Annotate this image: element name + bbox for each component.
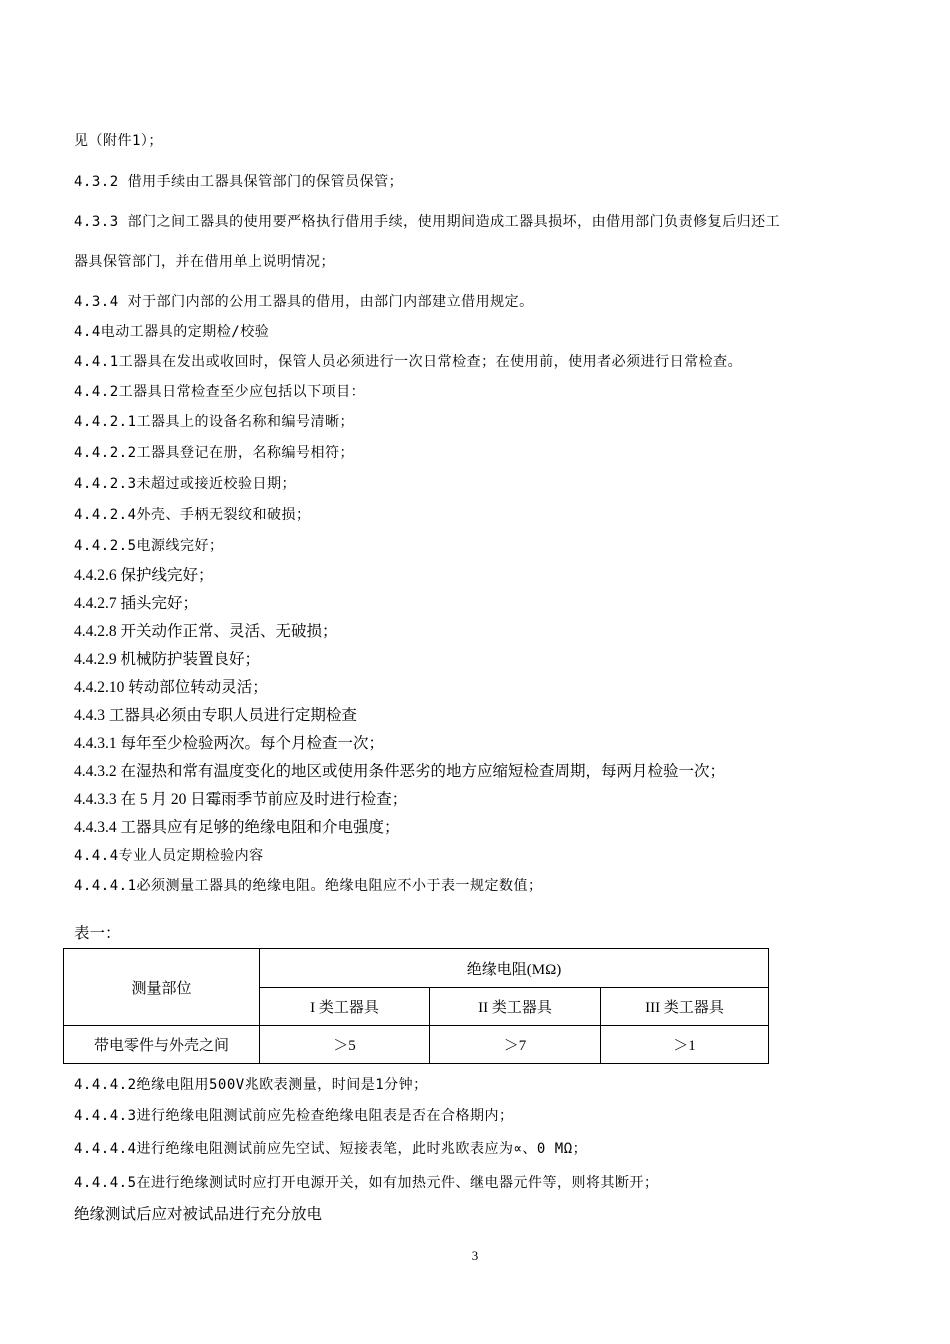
text-line: 4.4.4.5在进行绝缘测试时应打开电源开关，如有加热元件、继电器元件等，则将其断开； bbox=[74, 1175, 659, 1191]
group-header-resistance: 绝缘电阻(MΩ) bbox=[260, 949, 769, 988]
text-line: 4.4.4.2绝缘电阻用500V兆欧表测量，时间是1分钟； bbox=[74, 1077, 428, 1093]
text-line: 4.3.4 对于部门内部的公用工器具的借用，由部门内部建立借用规定。 bbox=[74, 294, 534, 310]
text-line: 4.4.3 工器具必须由专职人员进行定期检查 bbox=[74, 707, 357, 724]
value-class-3: ＞1 bbox=[601, 1026, 769, 1064]
text-line: 器具保管部门，并在借用单上说明情况； bbox=[74, 254, 335, 270]
text-line: 4.4.4.4进行绝缘电阻测试前应先空试、短接表笔，此时兆欧表应为∝、0 MΩ； bbox=[74, 1141, 588, 1157]
text-line: 见（附件1）； bbox=[74, 133, 163, 149]
text-line: 4.4.3.3 在 5 月 20 日霉雨季节前应及时进行检查； bbox=[74, 791, 408, 808]
text-line: 4.4.2工器具日常检查至少应包括以下项目： bbox=[74, 384, 366, 400]
text-line: 4.4.4专业人员定期检验内容 bbox=[74, 848, 264, 864]
section-heading: 4.4电动工器具的定期检/校验 bbox=[74, 324, 270, 340]
text-line: 4.3.2 借用手续由工器具保管部门的保管员保管； bbox=[74, 174, 404, 190]
value-class-2: ＞7 bbox=[430, 1026, 601, 1064]
text-line: 4.4.2.7 插头完好； bbox=[74, 595, 199, 612]
text-line: 4.4.3.4 工器具应有足够的绝缘电阻和介电强度； bbox=[74, 819, 400, 836]
text-line: 4.4.2.10 转动部位转动灵活； bbox=[74, 679, 268, 696]
value-class-1: ＞5 bbox=[260, 1026, 430, 1064]
text-line: 4.4.4.1必须测量工器具的绝缘电阻。绝缘电阻应不小于表一规定数值； bbox=[74, 878, 543, 894]
text-line: 4.3.3 部门之间工器具的使用要严格执行借用手续，使用期间造成工器具损坏，由借用部门负责修复后归还工 bbox=[74, 214, 781, 230]
sub-header-class-1: I 类工器具 bbox=[260, 988, 430, 1026]
text-line: 4.4.2.5电源线完好； bbox=[74, 538, 224, 554]
page-number: 3 bbox=[471, 1248, 479, 1263]
text-line: 4.4.3.2 在湿热和常有温度变化的地区或使用条件恶劣的地方应缩短检查周期，每两月检验一次； bbox=[74, 763, 726, 780]
text-line: 4.4.2.4外壳、手柄无裂纹和破损； bbox=[74, 507, 311, 523]
text-line: 4.4.2.9 机械防护装置良好； bbox=[74, 651, 261, 668]
text-line: 绝缘测试后应对被试品进行充分放电 bbox=[74, 1206, 323, 1223]
col-header-location: 测量部位 bbox=[64, 949, 260, 1026]
insulation-table bbox=[63, 948, 769, 1064]
text-line: 4.4.3.1 每年至少检验两次。每个月检查一次； bbox=[74, 735, 385, 752]
row-label: 带电零件与外壳之间 bbox=[64, 1026, 260, 1064]
text-line: 4.4.1工器具在发出或收回时，保管人员必须进行一次日常检查；在使用前，使用者必须进行日常检查。 bbox=[74, 354, 743, 370]
text-line: 4.4.2.8 开关动作正常、灵活、无破损； bbox=[74, 623, 338, 640]
text-line: 4.4.2.1工器具上的设备名称和编号清晰； bbox=[74, 414, 355, 430]
text-line: 4.4.4.3进行绝缘电阻测试前应先检查绝缘电阻表是否在合格期内； bbox=[74, 1108, 514, 1124]
text-line: 4.4.2.2工器具登记在册，名称编号相符； bbox=[74, 445, 355, 461]
sub-header-class-3: III 类工器具 bbox=[601, 988, 769, 1026]
table-caption: 表一： bbox=[74, 925, 121, 942]
text-line: 4.4.2.3未超过或接近校验日期； bbox=[74, 476, 297, 492]
text-line: 4.4.2.6 保护线完好； bbox=[74, 567, 214, 584]
sub-header-class-2: II 类工器具 bbox=[430, 988, 601, 1026]
